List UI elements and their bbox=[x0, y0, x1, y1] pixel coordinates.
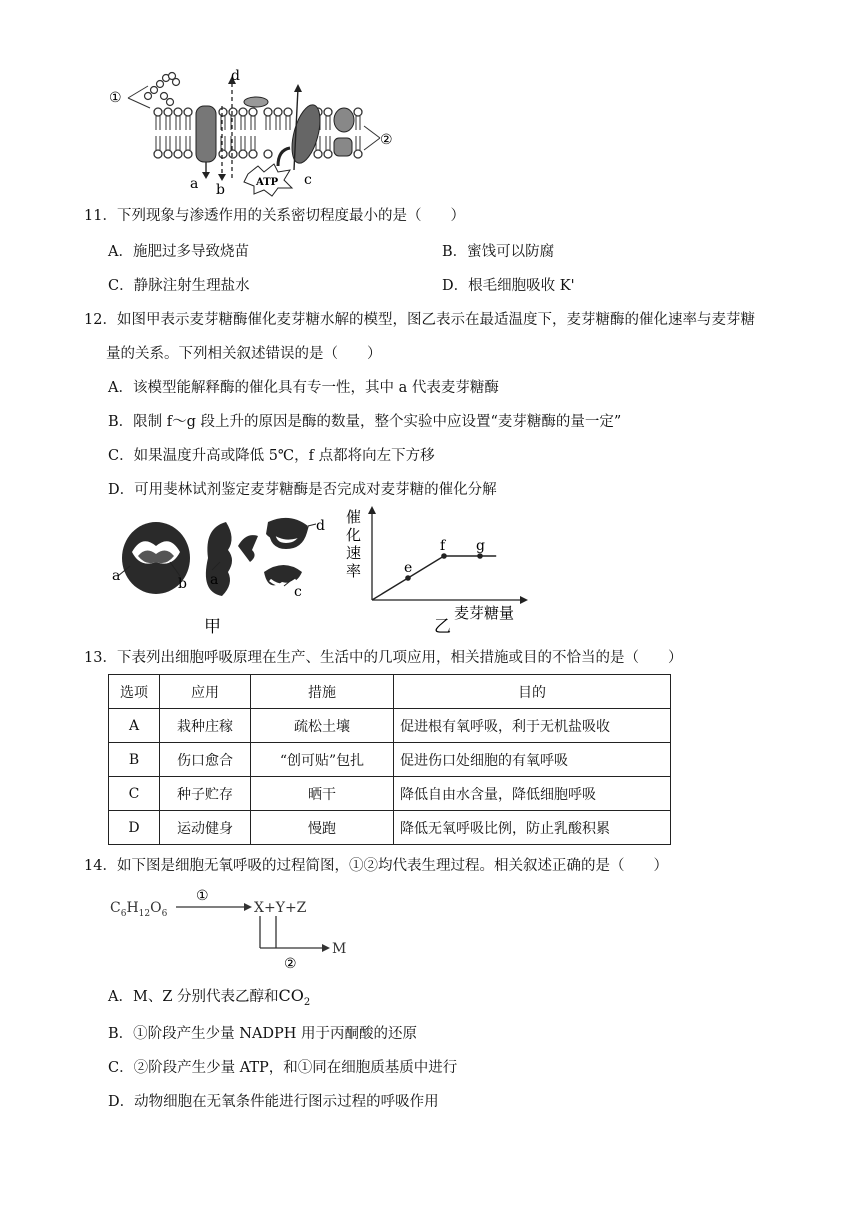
point-label-e: e bbox=[404, 560, 413, 576]
point-label-g: g bbox=[476, 538, 485, 554]
table-cell: 晒干 bbox=[251, 777, 394, 811]
q14-option-a[interactable] bbox=[108, 986, 310, 1013]
jia-label-a1: a bbox=[112, 568, 121, 584]
table-header-cell: 应用 bbox=[160, 675, 251, 709]
q11-option-d[interactable]: D．根毛细胞吸收 K' bbox=[442, 278, 575, 294]
figure-yi-caption: 乙 bbox=[434, 617, 451, 637]
figure-jia-caption: 甲 bbox=[204, 617, 221, 637]
y-axis-label-2: 化 bbox=[346, 526, 362, 544]
channel-protein bbox=[196, 106, 216, 162]
y-axis-label-4: 率 bbox=[346, 562, 362, 580]
table-header-cell: 措施 bbox=[251, 675, 394, 709]
label-circle-1: ① bbox=[109, 90, 122, 106]
step2-label: ② bbox=[284, 956, 297, 972]
atp-label: ATP bbox=[256, 177, 279, 188]
jia-label-a2: a bbox=[210, 572, 219, 588]
q12-option-c[interactable]: C．如果温度升高或降低 5℃，f 点都将向左下方移 bbox=[108, 448, 435, 464]
data-point-e bbox=[405, 575, 411, 581]
q11-option-b[interactable]: B．蜜饯可以防腐 bbox=[442, 244, 555, 260]
y-axis-label-3: 速 bbox=[346, 544, 362, 562]
glucose-formula: $C_6H_{12}O_6$ bbox=[110, 900, 168, 919]
table-row bbox=[109, 743, 671, 777]
table-cell: 降低无氧呼吸比例，防止乳酸积累 bbox=[394, 811, 671, 845]
q12-stem-line1: 12．如图甲表示麦芽糖酶催化麦芽糖水解的模型，图乙表示在最适温度下，麦芽糖酶的催化速率与麦芽糖 bbox=[84, 312, 755, 328]
point-label-f: f bbox=[440, 538, 446, 554]
table-row bbox=[109, 709, 671, 743]
table-header-cell: 选项 bbox=[109, 675, 160, 709]
table-cell: 降低自由水含量，降低细胞呼吸 bbox=[394, 777, 671, 811]
membrane-protein bbox=[334, 108, 354, 132]
application-table bbox=[108, 674, 671, 845]
label-b: b bbox=[216, 182, 225, 198]
table-header-cell: 目的 bbox=[394, 675, 671, 709]
table-cell: C bbox=[109, 777, 160, 811]
table-cell: A bbox=[109, 709, 160, 743]
table-cell: 种子贮存 bbox=[160, 777, 251, 811]
q14-option-d[interactable]: D．动物细胞在无氧条件能进行图示过程的呼吸作用 bbox=[108, 1094, 439, 1110]
q11-stem: 11．下列现象与渗透作用的关系密切程度最小的是（ ） bbox=[84, 208, 465, 224]
x-axis-label: 麦芽糖量 bbox=[454, 604, 515, 622]
series-line bbox=[372, 556, 496, 600]
table-cell: D bbox=[109, 811, 160, 845]
table-row bbox=[109, 811, 671, 845]
q12-stem-line2: 量的关系。下列相关叙述错误的是（ ） bbox=[106, 346, 382, 362]
q14-option-b[interactable]: B．①阶段产生少量 NADPH 用于丙酮酸的还原 bbox=[108, 1026, 418, 1042]
table-cell: 促进伤口处细胞的有氧呼吸 bbox=[394, 743, 671, 777]
data-point-f bbox=[441, 553, 447, 559]
q13-stem: 13．下表列出细胞呼吸原理在生产、生活中的几项应用，相关措施或目的不恰当的是（ ） bbox=[84, 650, 683, 666]
table-cell: 慢跑 bbox=[251, 811, 394, 845]
table-cell: 疏松土壤 bbox=[251, 709, 394, 743]
table-cell: 促进根有氧呼吸，利于无机盐吸收 bbox=[394, 709, 671, 743]
products-label: X+Y+Z bbox=[254, 900, 307, 916]
table-cell: 栽种庄稼 bbox=[160, 709, 251, 743]
q14-option-a-text: A．M、Z 分别代表乙醇和 bbox=[108, 989, 279, 1005]
q12-option-d[interactable]: D．可用斐林试剂鉴定麦芽糖酶是否完成对麦芽糖的催化分解 bbox=[108, 482, 497, 498]
data-point-g bbox=[477, 553, 483, 559]
table-cell: 伤口愈合 bbox=[160, 743, 251, 777]
label-c: c bbox=[304, 172, 312, 188]
label-d: d bbox=[231, 68, 240, 84]
step1-label: ① bbox=[196, 888, 209, 904]
phospholipid-bilayer bbox=[154, 108, 362, 158]
label-a: a bbox=[190, 176, 199, 192]
q11-option-a[interactable]: A．施肥过多导致烧苗 bbox=[108, 244, 249, 260]
jia-label-c: c bbox=[294, 584, 302, 600]
table-cell: B bbox=[109, 743, 160, 777]
y-axis-label-1: 催 bbox=[346, 508, 362, 526]
jia-label-b: b bbox=[178, 576, 187, 592]
q11-option-c[interactable]: C．静脉注射生理盐水 bbox=[108, 278, 250, 294]
table-header-row bbox=[109, 675, 671, 709]
product-molecules bbox=[264, 518, 308, 586]
rate-chart bbox=[338, 506, 558, 638]
table-row bbox=[109, 777, 671, 811]
membrane-diagram bbox=[108, 66, 398, 198]
jia-label-d: d bbox=[316, 518, 325, 534]
q14-stem: 14．如下图是细胞无氧呼吸的过程简图，①②均代表生理过程。相关叙述正确的是（ ） bbox=[84, 858, 668, 874]
q12-option-b[interactable]: B．限制 f～g 段上升的原因是酶的数量，整个实验中应设置“麦芽糖酶的量一定” bbox=[108, 414, 622, 430]
anaerobic-respiration-diagram bbox=[108, 882, 368, 972]
product-m-label: M bbox=[332, 941, 347, 957]
label-circle-2: ② bbox=[380, 132, 393, 148]
co2-formula: $CO_2$ bbox=[278, 986, 311, 1009]
q12-option-a[interactable]: A．该模型能解释酶的催化具有专一性，其中 a 代表麦芽糖酶 bbox=[108, 380, 499, 396]
glycoprotein-chain bbox=[145, 73, 180, 106]
table-cell: “创可贴”包扎 bbox=[251, 743, 394, 777]
table-cell: 运动健身 bbox=[160, 811, 251, 845]
enzyme-model-figure bbox=[108, 508, 338, 638]
q14-option-c[interactable]: C．②阶段产生少量 ATP，和①同在细胞质基质中进行 bbox=[108, 1060, 458, 1076]
